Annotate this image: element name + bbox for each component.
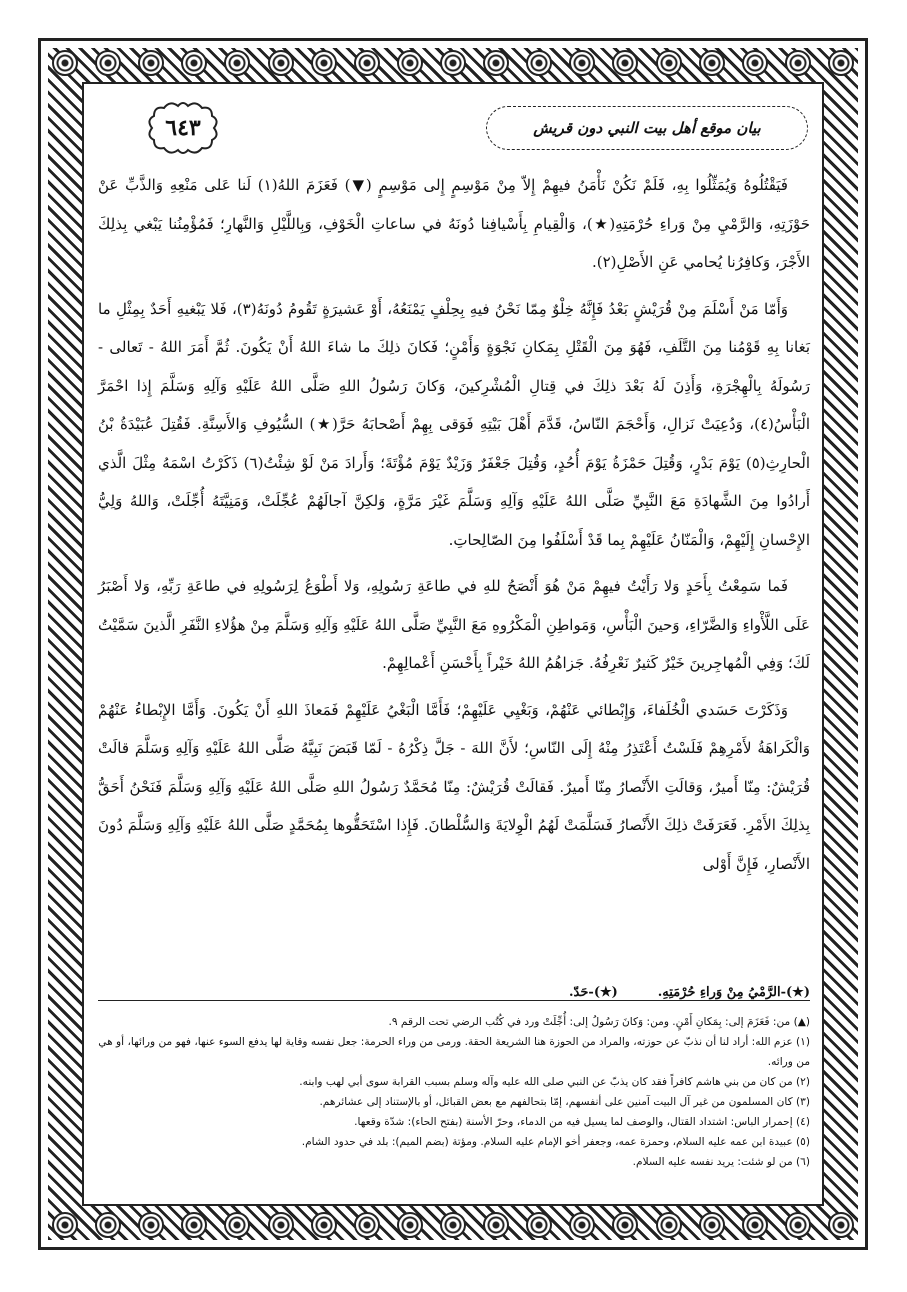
gloss-item: (★)-الرَّمْيُ مِنْ وَراءِ حُرْمَتِهِ. bbox=[657, 985, 810, 1000]
footnote: (▲) من: فَعَزَمَ إلى: بِمَكانِ أَمْنٍ. ومن: وَكانَ رَسُولُ إلى: أُجِّلَتْ ورد في كُتُب الرضي تحت الرقم ٩. bbox=[388, 1016, 810, 1028]
page-number: ٦٤٣ bbox=[165, 115, 201, 141]
paragraph: فَيَقْتُلُوهُ وَيُمَثِّلُوا بِهِ، فَلَمْ نَكُنْ نَأْمَنُ فيهِمْ إِلاّ مِنْ مَوْسِمٍ إِلى مَوْسِمٍ (▼) فَعَزَمَ اللهُ(١) لَنا عَلى مَنْعِهِ وَالذَّبِّ عَنْ حَوْزَتِهِ، وَالرَّمْيِ مِنْ وَراءِ حُرْمَتِهِ(★)، وَالْقِيامِ بِأَسْيافِنا دُونَهُ في ساعاتِ الْخَوْفِ، وَبِاللَّيْلِ وَالنَّهارِ؛ فَمُؤْمِنُنا يَبْغي بِذلِكَ الأَجْرَ، وَكافِرُنا يُحامي عَنِ الأَصْلِ(٢). bbox=[98, 176, 810, 271]
chapter-title bbox=[486, 106, 808, 150]
paragraph: فَما سَمِعْتُ بِأَحَدٍ وَلا رَأَيْتُ فيهِمْ مَنْ هُوَ أَنْصَحُ للهِ في طاعَةِ رَسُولِهِ، وَلا أَطْوَعُ لِرَسُولِهِ في طاعَةِ رَبِّهِ، وَلا أَصْبَرُ عَلَى اللَّأْواءِ وَالضَّرّاءِ، وَحينَ الْبَأْسِ، وَمَواطِنِ الْمَكْرُوهِ مَعَ النَّبِيِّ صَلَّى اللهُ عَلَيْهِ وَآلِهِ وَسَلَّمَ مِنْ هؤُلاءِ النَّفَرِ الَّذينَ سَمَّيْتُ لَكَ؛ وَفِي الْمُهاجِرينَ خَيْرٌ كَثيرٌ نَعْرِفُهُ. جَزاهُمُ اللهُ خَيْراً بِأَحْسَنِ أَعْمالِهِمْ. bbox=[98, 577, 810, 672]
gloss-item: (★)-حَدّ. bbox=[569, 985, 618, 1000]
paragraph: وَأَمّا مَنْ أَسْلَمَ مِنْ قُرَيْشٍ بَعْدُ فَإِنَّهُ خِلْوٌ مِمّا نَحْنُ فيهِ بِحِلْفٍ يَمْنَعُهُ، أَوْ عَشيرَةٍ تَقُومُ دُونَهُ(٣)، فَلا يَبْغيهِ أَحَدٌ بِمِثْلِ ما بَغانا بِهِ قَوْمُنا مِنَ التَّلَفِ، فَهُوَ مِنَ الْقَتْلِ بِمَكانِ نَجْوَةٍ وَأَمْنٍ؛ فَكانَ ذلِكَ ما شاءَ اللهُ أَنْ يَكُونَ. ثُمَّ أَمَرَ اللهُ - تَعالى - رَسُولَهُ بِالْهِجْرَةِ، وَأَذِنَ لَهُ بَعْدَ ذلِكَ في قِتالِ الْمُشْرِكينَ، وَكانَ رَسُولُ اللهِ صَلَّى اللهُ عَلَيْهِ وَآلِهِ وَسَلَّمَ إِذا احْمَرَّ الْبَأْسُ(٤)، وَدُعِيَتْ نَزالِ، وَأَحْجَمَ النّاسُ، قَدَّمَ أَهْلَ بَيْتِهِ فَوَقى بِهِمْ أَصْحابَهُ حَرَّ(★) السُّيُوفِ وَالأَسِنَّةِ. فَقُتِلَ عُبَيْدَةُ بْنُ الْحارِثِ(٥) يَوْمَ بَدْرٍ، وَقُتِلَ حَمْزَةُ يَوْمَ أُحُدٍ، وَقُتِلَ جَعْفَرٌ وَزَيْدٌ يَوْمَ مُؤْتَةَ؛ وَأَرادَ مَنْ لَوْ شِئْتُ(٦) ذَكَرْتُ اسْمَهُ مِثْلَ الَّذي أَرادُوا مِنَ الشَّهادَةِ مَعَ النَّبِيِّ صَلَّى اللهُ عَلَيْهِ وَآلِهِ وَسَلَّمَ غَيْرَ مَرَّةٍ، وَلكِنَّ آجالَهُمْ عُجِّلَتْ، وَمَنِيَّتَهُ أُجِّلَتْ، وَاللهُ وَلِيُّ الإِحْسانِ إِلَيْهِمْ، وَالْمَنّانُ عَلَيْهِمْ بِما قَدْ أَسْلَفُوا مِنَ الصّالِحاتِ. bbox=[98, 299, 810, 549]
footnotes bbox=[98, 1012, 810, 1172]
footnote-divider bbox=[98, 1000, 810, 1001]
page-number-badge bbox=[140, 98, 226, 158]
footnote: (٦) من لو شئت: يريد نفسه عليه السلام. bbox=[632, 1156, 810, 1168]
main-text bbox=[98, 166, 810, 891]
footnote: (١) عزم الله: أراد لنا أن نذبّ عن حوزته، والمراد من الحوزة هنا الشريعة الحقة. ورمى من وراء الحرمة: جعل نفسه وقاية لها يدفع السوء عنها، فهو من ورائها، أو هي من ورائه. bbox=[98, 1036, 810, 1068]
chapter-title-text: بيان موقع أهل بيت النبي دون قريش bbox=[533, 119, 761, 137]
footnote: (٥) عبيدة ابن عمه عليه السلام، وحمزة عمه، وجعفر أخو الإمام عليه السلام. ومؤتة (بضم الميم): بلد في حدود الشام. bbox=[301, 1136, 810, 1148]
paragraph: وَذَكَرْتَ حَسَدي الْخُلَفاءَ، وَإِبْطائي عَنْهُمْ، وَبَغْيِي عَلَيْهِمْ؛ فَأَمَّا الْبَغْيُ عَلَيْهِمْ فَمَعاذَ اللهِ أَنْ يَكُونَ. وَأَمَّا الإِبْطاءُ عَنْهُمْ وَالْكَراهَةُ لأَمْرِهِمْ فَلَسْتُ أَعْتَذِرُ مِنْهُ إِلَى النّاسِ؛ لأَنَّ اللهَ - جَلَّ ذِكْرُهُ - لَمّا قَبَضَ نَبِيَّهُ صَلَّى اللهُ عَلَيْهِ وَآلِهِ وَسَلَّمَ قالَتْ قُرَيْشٌ: مِنّا أَميرٌ، وَقالَتِ الأَنْصارُ مِنّا أَميرٌ. فَقالَتْ قُرَيْشٌ: مِنّا مُحَمَّدٌ رَسُولُ اللهِ صَلَّى اللهُ عَلَيْهِ وَآلِهِ وَسَلَّمَ فَنَحْنُ أَحَقُّ بِذلِكَ الأَمْرِ. فَعَرَفَتْ ذلِكَ الأَنْصارُ فَسَلَّمَتْ لَهُمُ الْوِلايَةَ وَالسُّلْطانَ. فَإِذا اسْتَحَقُّوها بِمُحَمَّدٍ صَلَّى اللهُ عَلَيْهِ وَآلِهِ وَسَلَّمَ دُونَ الأَنْصارِ، فَإِنَّ أَوْلى bbox=[98, 700, 810, 873]
footnote: (٣) كان المسلمون من غير آل البيت آمنين على أنفسهم، إمّا بتحالفهم مع بعض القبائل، أو بالإستناد إلى عشائرهم. bbox=[319, 1096, 810, 1108]
glosses bbox=[98, 985, 810, 1000]
footnote: (٢) من كان من بني هاشم كافراً فقد كان يذبّ عن النبي صلى الله عليه وآله وسلم بسبب القرابة سوى أبي لهب وابنه. bbox=[299, 1076, 810, 1088]
footnote: (٤) إحمرار الباس: اشتداد القتال، والوصف لما يسيل فيه من الدماء، وحرّ الأسنة (بفتح الحاء): شدّة وقعها. bbox=[354, 1116, 810, 1128]
